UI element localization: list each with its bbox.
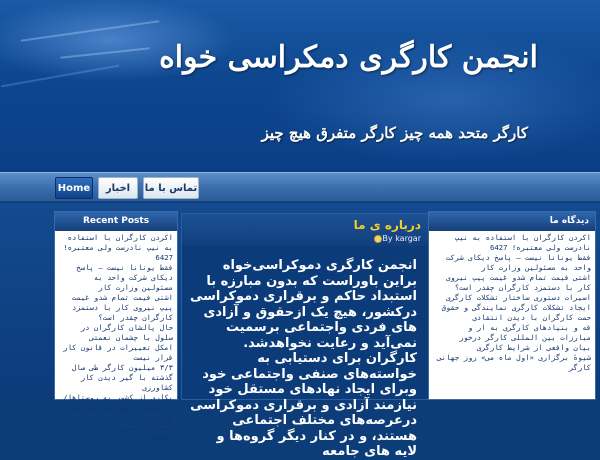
our-view-link[interactable]: قه و بنیادهای کارگری به ار و مبارزات بین المللی کارگر درخور <box>459 323 591 342</box>
recent-post-link[interactable]: ۳/۳ میلیون کارگر طی سال گذشته با گیر دیدن کار کشاورزی <box>71 363 173 392</box>
post-title[interactable]: درباره ی ما <box>353 218 421 232</box>
recent-posts-heading: Recent Posts <box>55 212 177 231</box>
recent-posts-sidebar <box>54 211 178 442</box>
header-light-streak <box>60 47 150 58</box>
recent-post-link[interactable]: فقط یونانا نیست – پاسخ دیکای شرکت واحد به مسئولین وزارت کار <box>76 263 173 292</box>
our-view-sidebar <box>428 211 596 400</box>
recent-post-link[interactable]: اکردن کارگران با استفاده به نیپ نادرست ولی معتبره! 6427 <box>63 233 173 262</box>
site-header <box>0 0 600 172</box>
post-meta <box>371 234 421 243</box>
recent-post-link[interactable]: یکاری از کشور به روستاها/ ۷ میلیون روستایی غیرفعال هستند <box>63 393 173 422</box>
post-author[interactable]: By kargar <box>382 234 421 243</box>
our-view-link[interactable]: شیوهٔ برگزاری «اول ماه می» روز جهانی کارگر <box>437 353 591 372</box>
recent-posts-list <box>55 231 177 445</box>
recent-post-link[interactable]: امکل تعییرات در قانون کار قرار نیست <box>63 343 173 362</box>
our-view-link[interactable]: حمت کارگران با دیدن انتقادی <box>472 313 591 322</box>
nav-item-contact[interactable]: تماس با ما <box>143 177 199 199</box>
recent-post-link[interactable]: اشتی فیمت تمام شدو غیمت پیپ نیروی کار با دستمزد کارگران چقدر است؟ <box>71 293 173 322</box>
main-navigation <box>0 172 600 202</box>
post-body: انجمن کارگری دموکراسی‌خواه براین باوراست که بدون مبارزه با استبداد حاکم و برقراری دموکراسی درکشور، هیچ یک ازحقوق و آزادی های فردی واجتماعی برسمیت نمی‌آید و رعایت نخواهدشد. کارگران برای دستیابی به خواسته‌های صنفی واجتماعی خود وبرای ایجاد نهادهای مستقل خود نیازمند آزادی و برقراری دموکراسی درعرصه‌های مختلف اجتماعی هستند، و در کنار دیگر گروه‌ها و لایه های جامعه <box>189 258 417 459</box>
post-header <box>182 214 429 246</box>
site-tagline: کارگر متحد همه چیز کارگر متفرق هیچ چیز <box>261 124 528 142</box>
recent-post-link[interactable]: اسیرات دستوری ساختار تشکلات <box>85 423 173 442</box>
our-view-link[interactable]: اشتی فیمت تمام شدو غیمت پیپ نیروی کار با دستمزد کارگران چقدر است؟ <box>446 273 591 292</box>
our-view-link[interactable]: اکردن کارگران با استفاده به نیپ نادرست ولی معتبره! 6427 <box>454 233 591 252</box>
our-view-heading: دیدگاه ما <box>429 212 595 231</box>
recent-post-link[interactable]: حال پالشان کارگران در سلول با چشمان نعمتی <box>80 323 173 342</box>
our-view-link[interactable]: فقط یونانا نیست – پاسخ دیکای شرکت واحد به مسئولین وزارت کار <box>446 253 591 272</box>
nav-item-news[interactable]: اخبار <box>98 177 138 199</box>
nav-item-home[interactable]: Home <box>55 177 93 199</box>
our-view-list <box>429 231 595 375</box>
site-title[interactable]: انجمن کارگری دمکراسی خواه <box>159 40 538 75</box>
post-article <box>181 213 430 459</box>
header-light-streak <box>21 20 160 41</box>
our-view-link[interactable]: اسیرات دستوری ساختار تشکلات کارگری ایجاد تشکلات کارگری نمایندگی و حقوق <box>441 293 591 312</box>
our-view-link[interactable]: بیان واقعی از شرایط کارگری <box>476 343 591 352</box>
header-light-streak <box>1 65 120 88</box>
